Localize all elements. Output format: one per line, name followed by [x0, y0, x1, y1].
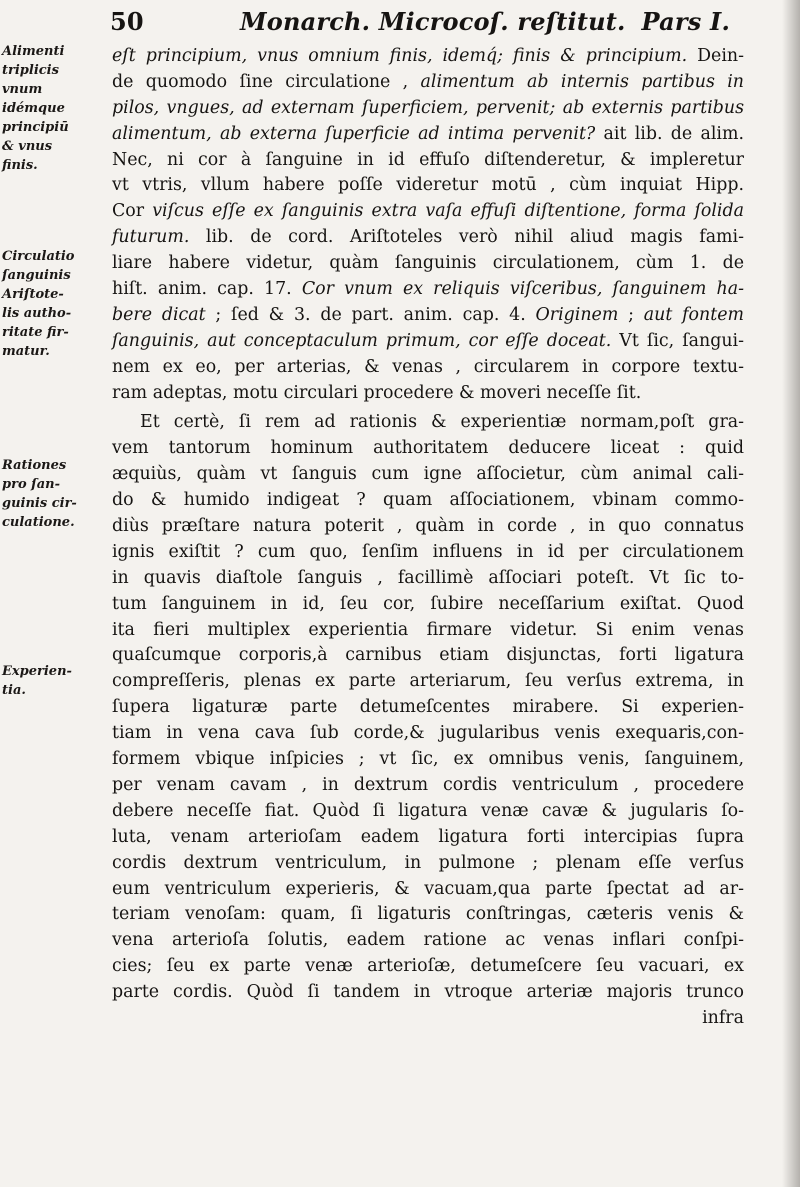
margin-note-line: triplicis [2, 63, 59, 78]
text-line: ſupera ligaturæ parte detumeſcentes mirabere. Si experien- [112, 697, 744, 718]
text-line: teriam venoſam: quam, ſi ligaturis conſtringas, cæteris venis & [112, 904, 744, 925]
text-line: eſt principium, vnus omnium finis, idemq́; finis & principium. Dein- [112, 46, 744, 66]
text-line: vena arterioſa ſolutis, eadem ratione ac venas inflari conſpi- [112, 930, 744, 951]
page-number: 50 [110, 7, 144, 36]
text-line: Et certè, ſi rem ad rationis & experientiæ normam,poſt gra- [140, 412, 744, 433]
text-line: luta, venam arterioſam eadem ligatura forti intercipias ſupra [112, 826, 744, 847]
margin-note-line: vnum [2, 82, 43, 97]
body-text [112, 44, 744, 1032]
margin-note-line: & vnus [2, 139, 53, 154]
text-line: nem ex eo, per arterias, & venas , circularem in corpore textu- [112, 356, 744, 377]
margin-note-line: matur. [2, 344, 50, 359]
margin-note-line: Experien- [2, 664, 72, 679]
margin-note-line: guinis cir- [2, 496, 77, 511]
text-line: Cor viſcus eſſe ex ſanguinis extra vaſa effuſi diſtentione, forma ſolida [112, 201, 744, 222]
text-line: ram adeptas, motu circulari procedere & moveri neceſſe ſit. [112, 382, 642, 403]
margin-note-alimenti [2, 42, 108, 175]
text-line: per venam cavam , in dextrum cordis ventriculum , procedere [112, 774, 744, 795]
margin-note-line: idémque [2, 101, 65, 116]
text-line: vem tantorum hominum authoritatem deducere liceat : quid [112, 438, 744, 459]
margin-note-circulatio [2, 247, 108, 361]
text-line: ignis exiſtit ? cum quo, ſenſim influens in id per circulationem [112, 541, 744, 562]
text-line: infra [702, 1007, 744, 1028]
text-line: eum ventriculum experieris, & vacuam,qua parte ſpectat ad ar- [112, 878, 744, 899]
text-line: bere dicat ; ſed & 3. de part. anim. cap. 4. Originem ; aut fontem [112, 304, 744, 325]
text-line: Nec, ni cor à ſanguine in id effuſo diſtenderetur, & impleretur [112, 149, 744, 170]
text-line: ſanguinis, aut conceptaculum primum, cor eſſe doceat. Vt ſic, ſangui- [112, 330, 744, 351]
margin-note-line: pro ſan- [2, 477, 60, 492]
text-line: cordis dextrum ventriculum, in pulmone ; plenam eſſe verſus [112, 852, 744, 873]
text-line: formem vbique inſpicies ; vt ſic, ex omnibus venis, ſanguinem, [112, 749, 744, 770]
margin-note-line: Rationes [2, 458, 67, 473]
text-line: tum ſanguinem in id, ſeu cor, ſubire neceſſarium exiſtat. Quod [112, 593, 744, 614]
text-line: quaſcumque corporis,à carnibus etiam disjunctas, forti ligatura [112, 645, 744, 666]
text-line: pilos, vngues, ad externam ſuperficiem, pervenit; ab externis partibus [112, 97, 745, 118]
text-line: vt vtris, vllum habere poſſe videretur motū , cùm inquiat Hipp. [112, 175, 744, 196]
text-line: tiam in vena cava ſub corde,& jugularibus venis exequaris,con- [112, 723, 744, 744]
running-head [110, 4, 790, 40]
text-line: futurum. lib. de cord. Ariſtoteles verò nihil aliud magis fami- [112, 227, 744, 248]
margin-note-line: tia. [2, 683, 26, 698]
text-line: compreſſeris, plenas ex parte arteriarum, ſeu verſus extrema, in [112, 671, 744, 692]
text-line: ita fieri multiplex experientia firmare videtur. Si enim venas [112, 619, 744, 640]
margin-note-line: ritate fir- [2, 325, 69, 340]
text-line: parte cordis. Quòd ſi tandem in vtroque arteriæ majoris trunco [112, 982, 744, 1003]
text-line: diùs præſtare natura poterit , quàm in corde , in quo connatus [112, 516, 744, 537]
margin-note-line: Circulatio [2, 249, 75, 264]
text-line: hiſt. anim. cap. 17. Cor vnum ex reliquis viſceribus, ſanguinem ha- [112, 279, 744, 300]
text-line: cies; ſeu ex parte venæ arterioſæ, detumeſcere ſeu vacuari, ex [112, 956, 744, 977]
margin-note-experientia [2, 662, 108, 700]
text-line: liare habere videtur, quàm ſanguinis circulationem, cùm 1. de [112, 253, 744, 274]
text-line: do & humido indigeat ? quam aſſociationem, vbinam commo- [112, 490, 744, 511]
margin-note-line: ſanguinis [2, 268, 71, 283]
margin-note-line: principiū [2, 120, 69, 135]
part-label: Pars I. [641, 7, 730, 36]
margin-note-rationes [2, 456, 108, 532]
running-title: Monarch. Microcoſ. reſtitut. [240, 7, 626, 36]
margin-note-line: lis autho- [2, 306, 72, 321]
margin-note-line: Alimenti [2, 44, 65, 59]
text-line: æquiùs, quàm vt ſanguis cum igne aſſocietur, cùm animal cali- [112, 464, 744, 485]
margin-note-line: finis. [2, 158, 38, 173]
text-line: de quomodo ſine circulatione , alimentum ab internis partibus in [112, 71, 744, 92]
margin-note-line: Ariſtote- [2, 287, 64, 302]
text-line: alimentum, ab externa ſuperficie ad intima pervenit? ait lib. de alim. [112, 123, 745, 144]
text-line: in quavis diaſtole ſanguis , facillimè aſſociari poteſt. Vt ſic to- [112, 567, 744, 588]
page-edge-shadow [782, 0, 800, 1187]
margin-note-line: culatione. [2, 515, 75, 530]
text-line: debere neceſſe fiat. Quòd ſi ligatura venæ cavæ & jugularis ſo- [112, 800, 744, 821]
